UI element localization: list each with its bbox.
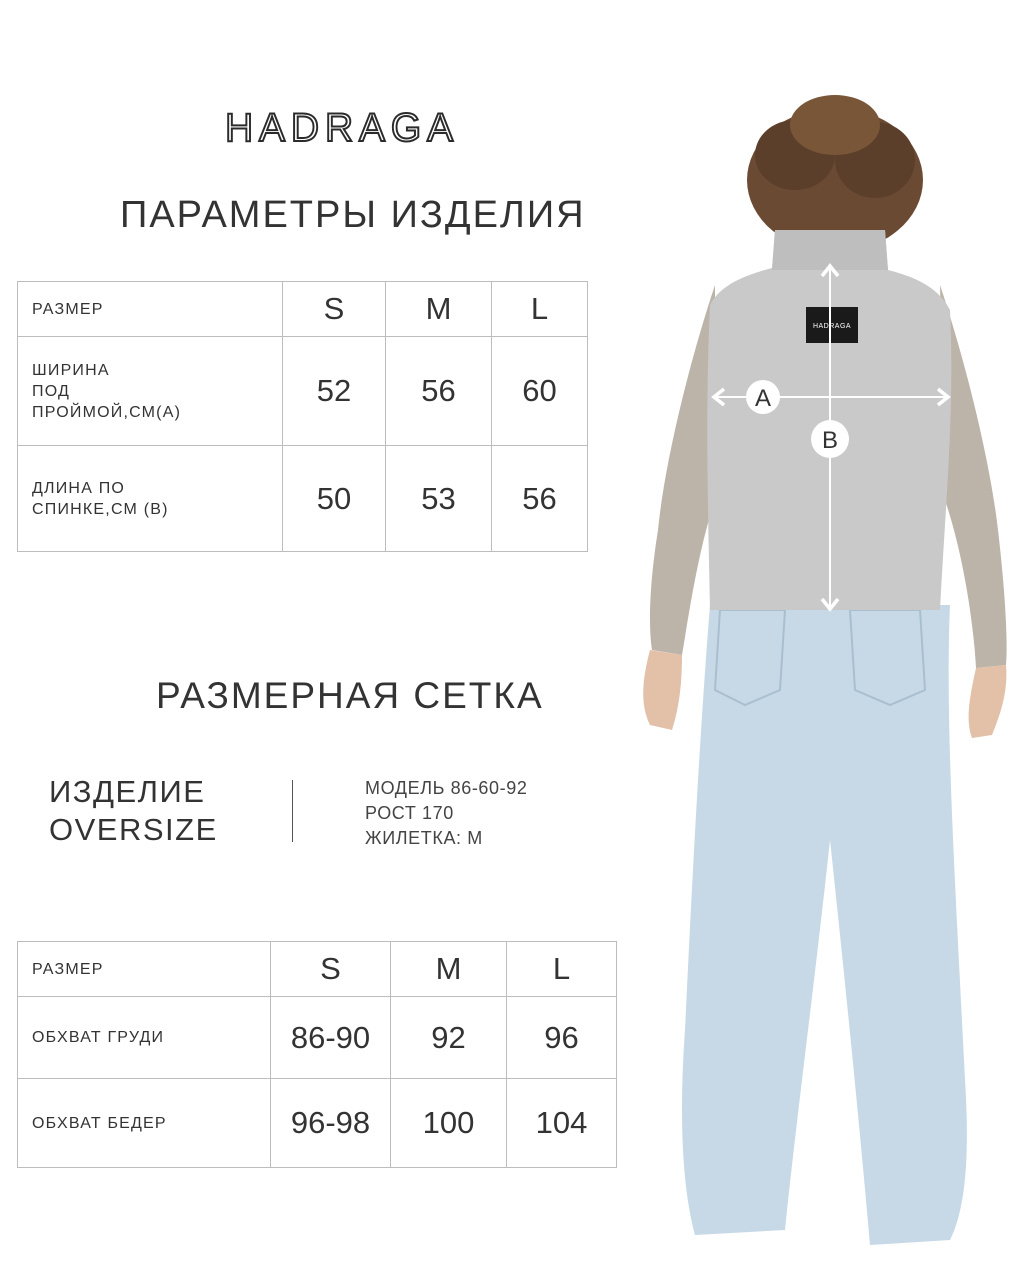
table-cell: 50 [283, 446, 386, 552]
model-info-line: МОДЕЛЬ 86-60-92 [365, 778, 528, 798]
marker-a: A [754, 385, 772, 412]
product-params-title: ПАРАМЕТРЫ ИЗДЕЛИЯ [120, 194, 586, 236]
row-label-line: ШИРИНА [32, 361, 110, 379]
row-label: ОБХВАТ ГРУДИ [18, 997, 271, 1079]
right-hand [969, 665, 1007, 738]
fit-type [49, 773, 218, 849]
left-sleeve [650, 285, 715, 655]
table-cell: 60 [492, 337, 588, 446]
table-cell: 96 [507, 997, 617, 1079]
table-row [18, 1079, 617, 1168]
table-cell: 92 [391, 997, 507, 1079]
size-l-header: L [507, 942, 617, 997]
table-cell: 96-98 [271, 1079, 391, 1168]
model-info-line: РОСТ 170 [365, 803, 454, 823]
table-header-row [18, 282, 588, 337]
row-label [18, 446, 283, 552]
product-params-table [17, 281, 588, 552]
table-header-row [18, 942, 617, 997]
size-m-header: M [386, 282, 492, 337]
table-cell: 56 [386, 337, 492, 446]
row-label-line: ПРОЙМОЙ,СМ(А) [32, 403, 182, 421]
size-s-header: S [271, 942, 391, 997]
row-label: ОБХВАТ БЕДЕР [18, 1079, 271, 1168]
vest-label [806, 307, 858, 343]
size-s-header: S [283, 282, 386, 337]
row-label-line: ДЛИНА ПО [32, 479, 126, 497]
size-header-label: РАЗМЕР [18, 942, 271, 997]
vest-label-text: HADRAGA [812, 323, 852, 330]
fit-type-line: ИЗДЕЛИЕ [49, 774, 206, 809]
marker-b: B [821, 427, 839, 454]
brand-logo-text: HADRAGA [225, 106, 459, 148]
size-grid-title: РАЗМЕРНАЯ СЕТКА [156, 675, 544, 716]
table-cell: 53 [386, 446, 492, 552]
table-row [18, 446, 588, 552]
table-cell: 100 [391, 1079, 507, 1168]
model-info [365, 776, 527, 851]
row-label-line: ПОД [32, 382, 71, 400]
size-m-header: M [391, 942, 507, 997]
vest-collar [772, 230, 888, 270]
hair [747, 95, 923, 252]
size-header-label: РАЗМЕР [18, 282, 283, 337]
table-cell: 56 [492, 446, 588, 552]
divider [292, 780, 293, 842]
jeans [682, 605, 967, 1245]
table-cell: 86-90 [271, 997, 391, 1079]
model-figure [620, 80, 1033, 1286]
fit-type-line: OVERSIZE [49, 812, 218, 847]
table-cell: 104 [507, 1079, 617, 1168]
row-label [18, 337, 283, 446]
model-info-line: ЖИЛЕТКА: М [365, 828, 483, 848]
table-row [18, 997, 617, 1079]
brand-logo [225, 104, 465, 148]
table-row [18, 337, 588, 446]
row-label-line: СПИНКЕ,СМ (В) [32, 500, 169, 518]
table-cell: 52 [283, 337, 386, 446]
size-l-header: L [492, 282, 588, 337]
size-grid-table [17, 941, 617, 1168]
left-hand [643, 650, 682, 730]
